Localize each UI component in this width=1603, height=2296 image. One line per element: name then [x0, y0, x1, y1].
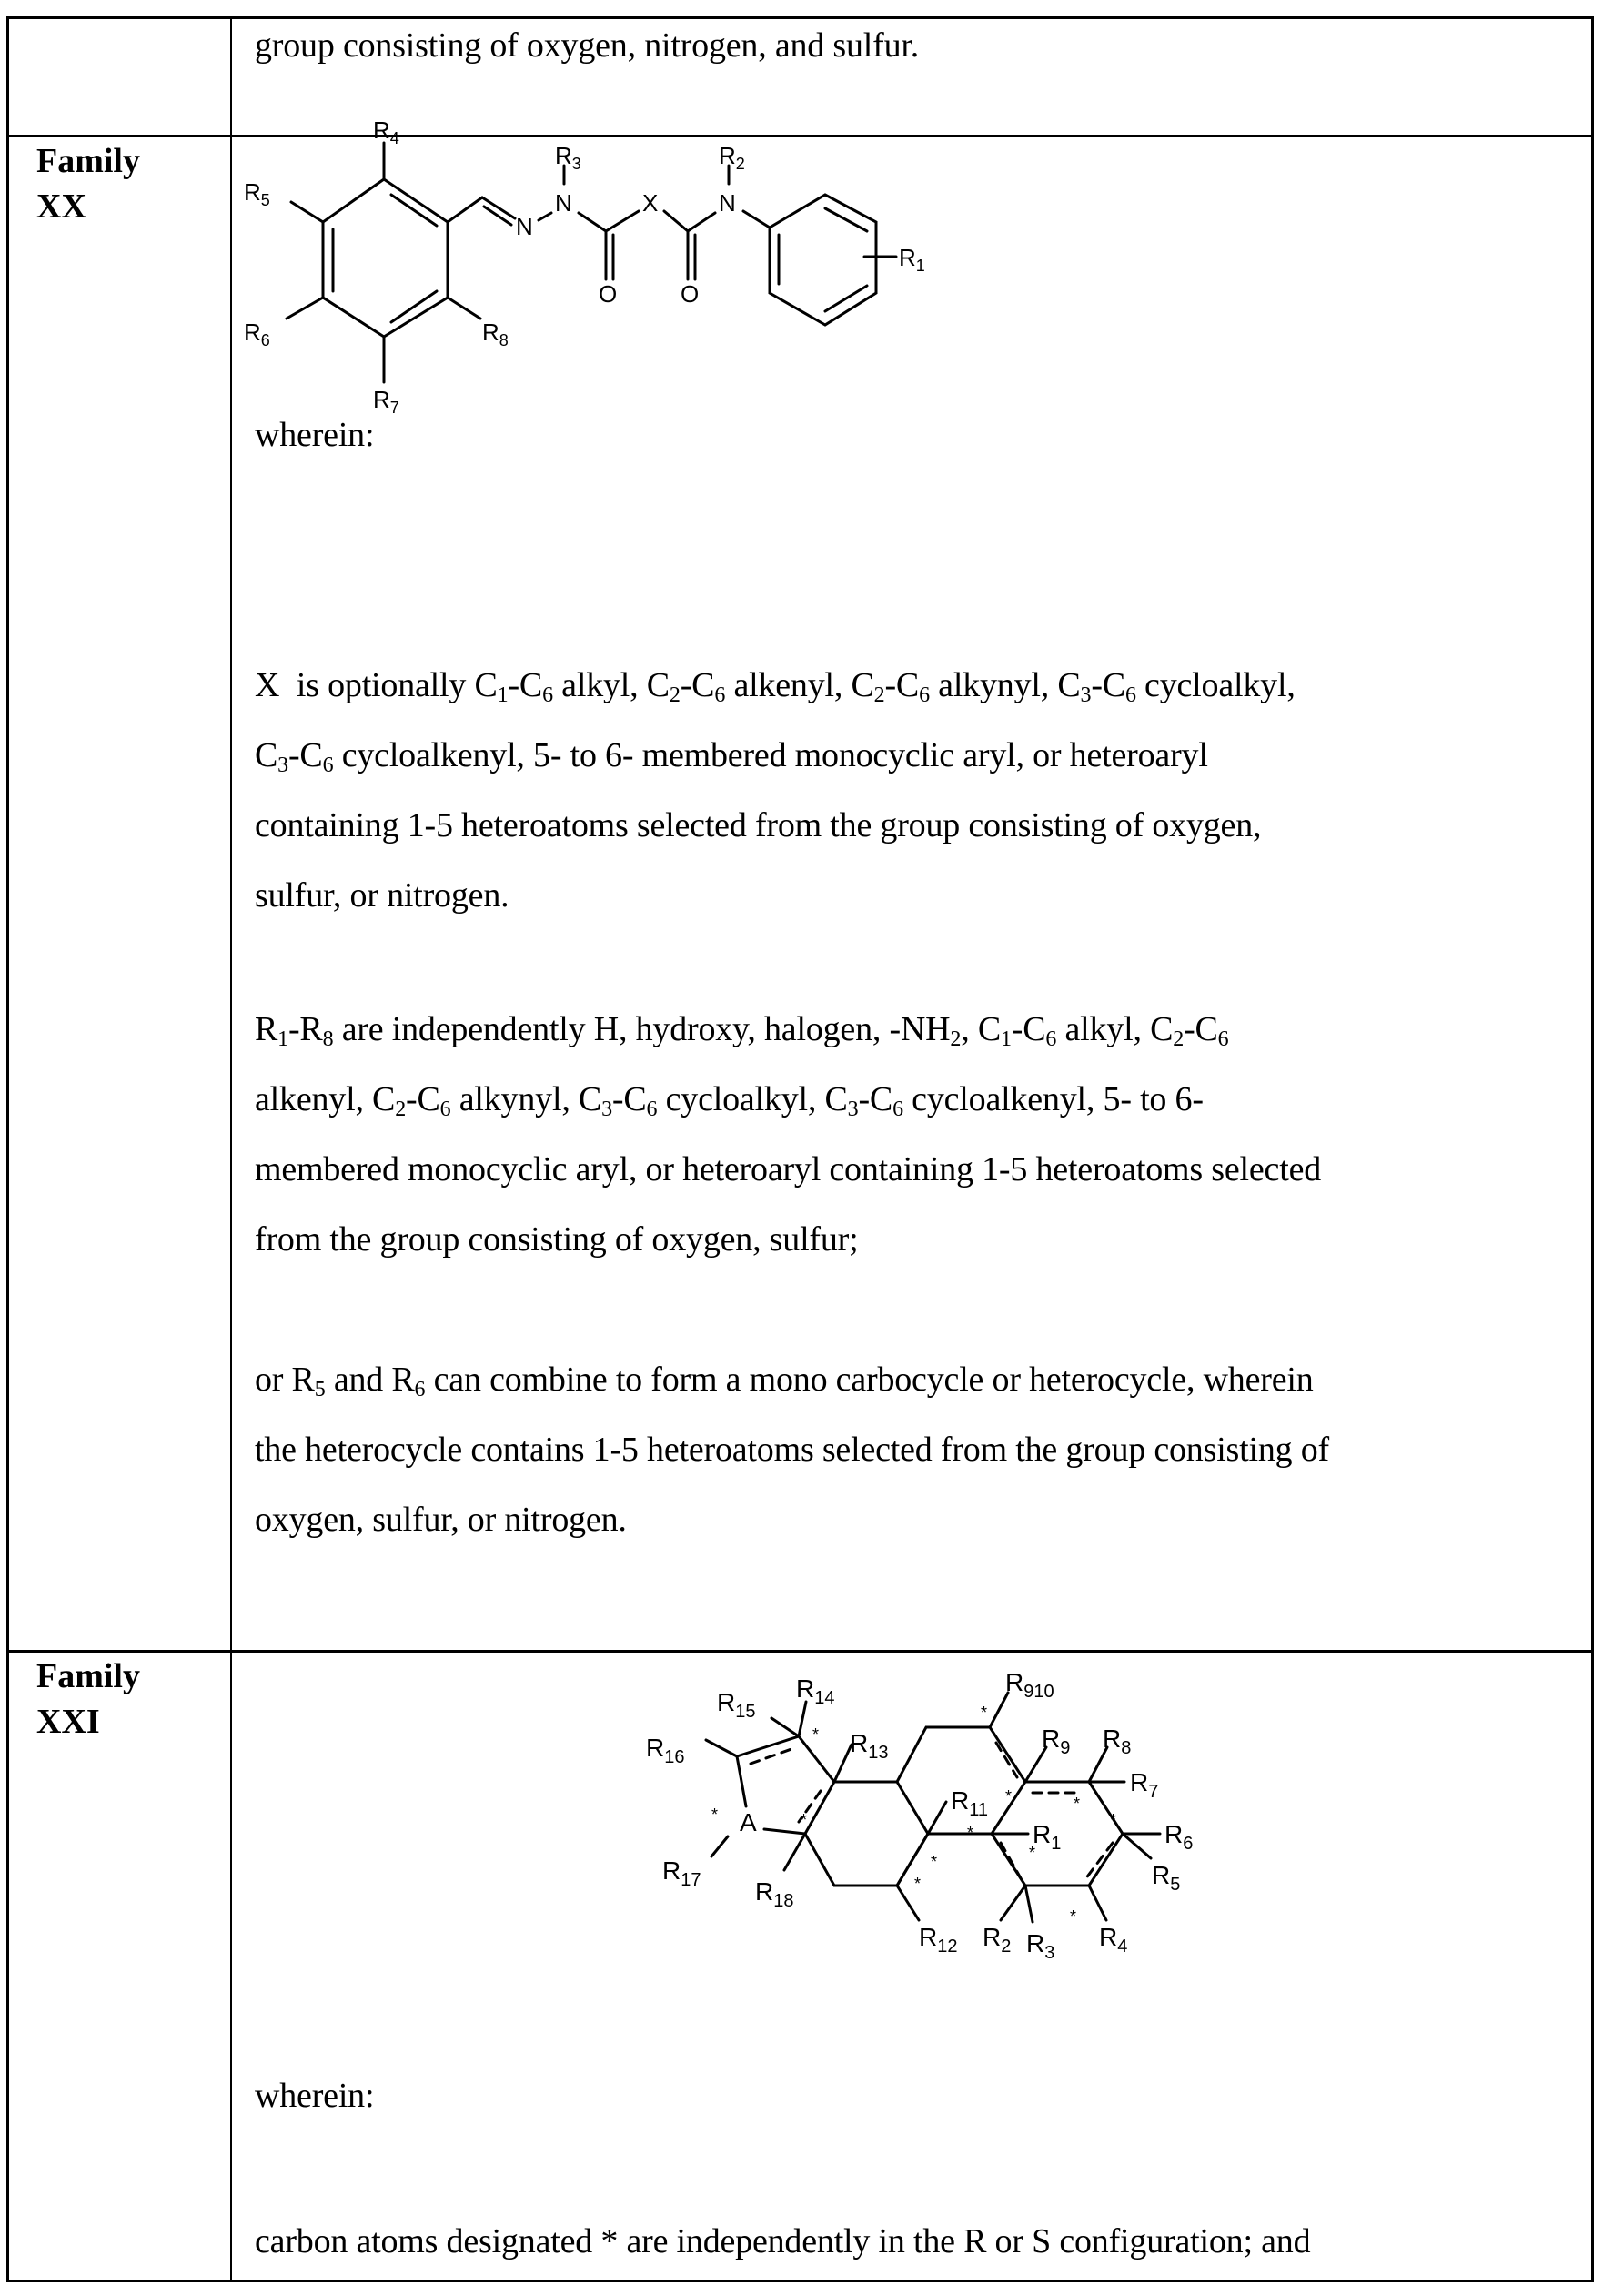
family-xx-wherein: [255, 400, 1565, 470]
label-r1: $R_1$: [899, 244, 925, 275]
svg-text:R11: $R_{11}$: [951, 1786, 988, 1820]
svg-text:A: A: [740, 1808, 757, 1836]
family-xxi-structure: [619, 1656, 1201, 1966]
stereo-definition: [255, 2207, 1565, 2277]
svg-text:R12: $R_{12}$: [919, 1923, 958, 1957]
x-def-line: $C_3-C_6$ cycloalkenyl, 5- to 6- membered monocyclic aryl, or heteroaryl: [255, 736, 1208, 777]
svg-text:O: O: [681, 280, 700, 308]
family-word: Family: [36, 1657, 140, 1695]
svg-text:R17: $R_{17}$: [662, 1856, 701, 1890]
svg-text:X: X: [642, 189, 659, 217]
svg-text:R1: $R_1$: [1033, 1820, 1062, 1854]
stereo-def-line: carbon atoms designated * are independently in the R or S configuration; and: [255, 2222, 1311, 2261]
svg-text:*: *: [1074, 1795, 1081, 1813]
svg-text:R4: $R_4$: [1099, 1923, 1128, 1957]
family-xx-label: [36, 138, 140, 229]
x-def-line: X is optionally $C_1-C_6$ alkyl, $C_2-C_6$ alkenyl, $C_2-C_6$ alkynyl, $C_3-C_6$ cycloalkyl,: [255, 666, 1296, 707]
row-divider: [6, 135, 1594, 137]
svg-text:*: *: [931, 1853, 938, 1871]
continuation-line: group consisting of oxygen, nitrogen, and sulfur.: [255, 26, 920, 65]
svg-text:*: *: [1029, 1844, 1036, 1862]
svg-text:R16: $R_{16}$: [646, 1734, 685, 1767]
svg-text:R9: $R_9$: [1042, 1725, 1071, 1758]
column-divider: [230, 16, 232, 2282]
r5r6-def-line: oxygen, sulfur, or nitrogen.: [255, 1501, 627, 1539]
row-divider: [6, 1650, 1594, 1653]
r-def-line: from the group consisting of oxygen, sulfur;: [255, 1220, 859, 1259]
svg-text:R13: $R_{13}$: [850, 1729, 889, 1763]
svg-text:*: *: [981, 1704, 988, 1722]
family-numeral: XX: [36, 187, 86, 226]
svg-text:*: *: [711, 1805, 719, 1824]
label-r7: $R_7$: [373, 386, 399, 417]
svg-text:R8: $R_8$: [1103, 1725, 1132, 1758]
label-r2: $R_2$: [719, 142, 745, 173]
x-def-line: sulfur, or nitrogen.: [255, 876, 509, 915]
family-numeral: XXI: [36, 1703, 100, 1741]
wherein-label: wherein:: [255, 416, 375, 454]
svg-text:*: *: [1110, 1811, 1117, 1829]
x-def-line: containing 1-5 heteroatoms selected from the group consisting of oxygen,: [255, 806, 1262, 845]
svg-text:R6: $R_6$: [1164, 1820, 1194, 1854]
r5r6-def-line: the heterocycle contains 1-5 heteroatoms selected from the group consisting of: [255, 1431, 1330, 1469]
svg-text:R910: $R_{910}$: [1005, 1668, 1054, 1702]
r5r6-def-line: or $R_5$ and $R_6$ can combine to form a mono carbocycle or heterocycle, wherein: [255, 1360, 1314, 1401]
svg-text:R7: $R_7$: [1130, 1768, 1159, 1802]
label-r3: $R_3$: [555, 142, 581, 173]
family-xxi-wherein: [255, 2061, 1565, 2131]
x-definition: [255, 651, 1565, 931]
svg-text:R15: $R_{15}$: [717, 1688, 756, 1722]
label-r4: $R_4$: [373, 116, 399, 147]
svg-text:R14: $R_{14}$: [796, 1674, 835, 1708]
svg-text:O: O: [599, 280, 618, 308]
svg-text:*: *: [801, 1811, 808, 1829]
label-r5: $R_5$: [244, 178, 270, 209]
label-r6: $R_6$: [244, 319, 270, 349]
r5r6-definition: [255, 1345, 1565, 1555]
family-word: Family: [36, 142, 140, 180]
r-def-line: alkenyl, $C_2-C_6$ alkynyl, $C_3-C_6$ cycloalkyl, $C_3-C_6$ cycloalkenyl, 5- to 6-: [255, 1080, 1204, 1121]
family-xxi-label: [36, 1654, 140, 1745]
svg-text:*: *: [967, 1824, 974, 1842]
svg-text:*: *: [914, 1875, 922, 1893]
svg-text:*: *: [1070, 1907, 1077, 1926]
svg-text:N: N: [555, 189, 572, 217]
continuation-text: [255, 11, 1565, 81]
svg-text:N: N: [516, 213, 533, 240]
svg-text:*: *: [1005, 1787, 1013, 1805]
family-xx-structure: [244, 116, 1119, 430]
r-def-line: membered monocyclic aryl, or heteroaryl containing 1-5 heteroatoms selected: [255, 1150, 1322, 1188]
svg-text:R18: $R_{18}$: [755, 1877, 794, 1911]
label-r8: $R_8$: [482, 319, 509, 349]
svg-text:*: *: [812, 1725, 820, 1744]
r-def-line: $R_1-R_8$ are independently H, hydroxy, halogen, $-NH_2$, $C_1-C_6$ alkyl, $C_2-C_6$: [255, 1010, 1229, 1051]
svg-text:R2: $R_2$: [983, 1923, 1012, 1957]
wherein-label: wherein:: [255, 2077, 375, 2115]
svg-text:N: N: [719, 189, 736, 217]
r-definition: [255, 995, 1565, 1275]
svg-text:R3: $R_3$: [1026, 1929, 1055, 1963]
svg-text:R5: $R_5$: [1152, 1861, 1181, 1895]
